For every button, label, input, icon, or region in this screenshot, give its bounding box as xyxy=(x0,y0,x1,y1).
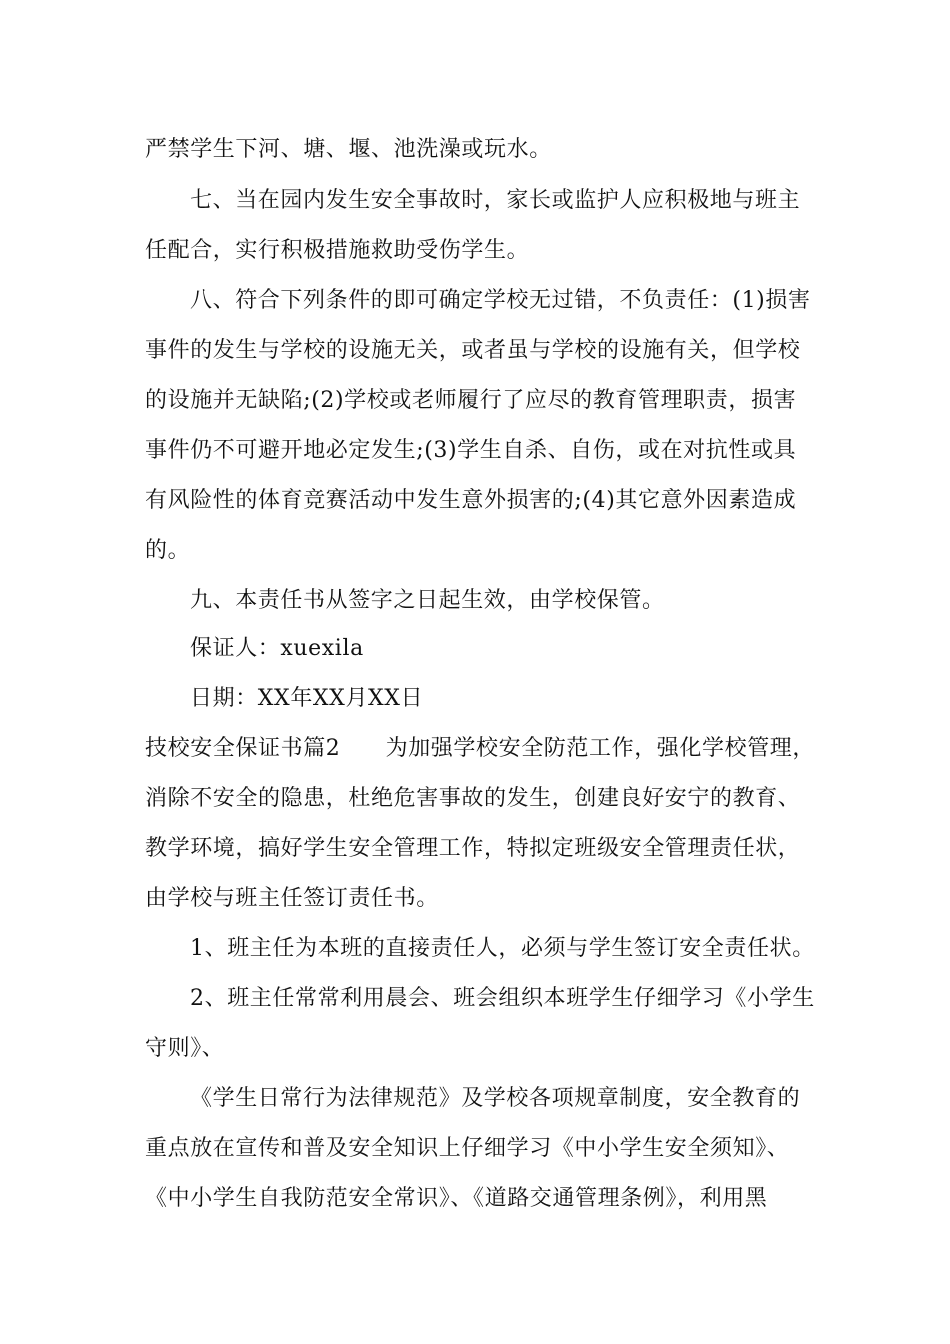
text-line: 的设施并无缺陷;(2)学校或老师履行了应尽的教育管理职责，损害 xyxy=(145,388,797,413)
text-line: 《中小学生自我防范安全常识》、《道路交通管理条例》，利用黑 xyxy=(145,1186,768,1211)
section-heading-line: 技校安全保证书篇2 为加强学校安全防范工作，强化学校管理， xyxy=(145,736,815,761)
text-line: 守则》、 xyxy=(145,1036,225,1061)
text-line: 的。 xyxy=(145,538,191,563)
text-line: 事件仍不可避开地必定发生;(3)学生自杀、自伤，或在对抗性或具 xyxy=(145,438,797,463)
text-line: 《学生日常行为法律规范》及学校各项规章制度，安全教育的 xyxy=(190,1086,801,1111)
text-line: 八、符合下列条件的即可确定学校无过错，不负责任：(1)损害 xyxy=(190,288,811,313)
text-line: 事件的发生与学校的设施无关，或者虽与学校的设施有关，但学校 xyxy=(145,338,801,363)
text-line: 有风险性的体育竞赛活动中发生意外损害的;(4)其它意外因素造成 xyxy=(145,488,797,513)
text-line: 七、当在园内发生安全事故时，家长或监护人应积极地与班主 xyxy=(190,188,801,213)
date-line: 日期：XX年XX月XX日 xyxy=(190,686,424,711)
text-line: 1、班主任为本班的直接责任人，必须与学生签订安全责任状。 xyxy=(190,936,815,961)
text-line: 由学校与班主任签订责任书。 xyxy=(145,886,439,911)
text-line: 重点放在宣传和普及安全知识上仔细学习《中小学生安全须知》、 xyxy=(145,1136,790,1161)
text-line: 消除不安全的隐患，杜绝危害事故的发生，创建良好安宁的教育、 xyxy=(145,786,801,811)
text-line: 任配合，实行积极措施救助受伤学生。 xyxy=(145,238,530,263)
signature-line: 保证人：xuexila xyxy=(190,636,364,661)
text-line: 教学环境，搞好学生安全管理工作，特拟定班级安全管理责任状， xyxy=(145,836,801,861)
text-line: 2、班主任常常利用晨会、班会组织本班学生仔细学习《小学生 xyxy=(190,986,815,1011)
text-line: 严禁学生下河、塘、堰、池洗澡或玩水。 xyxy=(145,137,552,162)
text-line: 九、本责任书从签字之日起生效，由学校保管。 xyxy=(190,588,665,613)
